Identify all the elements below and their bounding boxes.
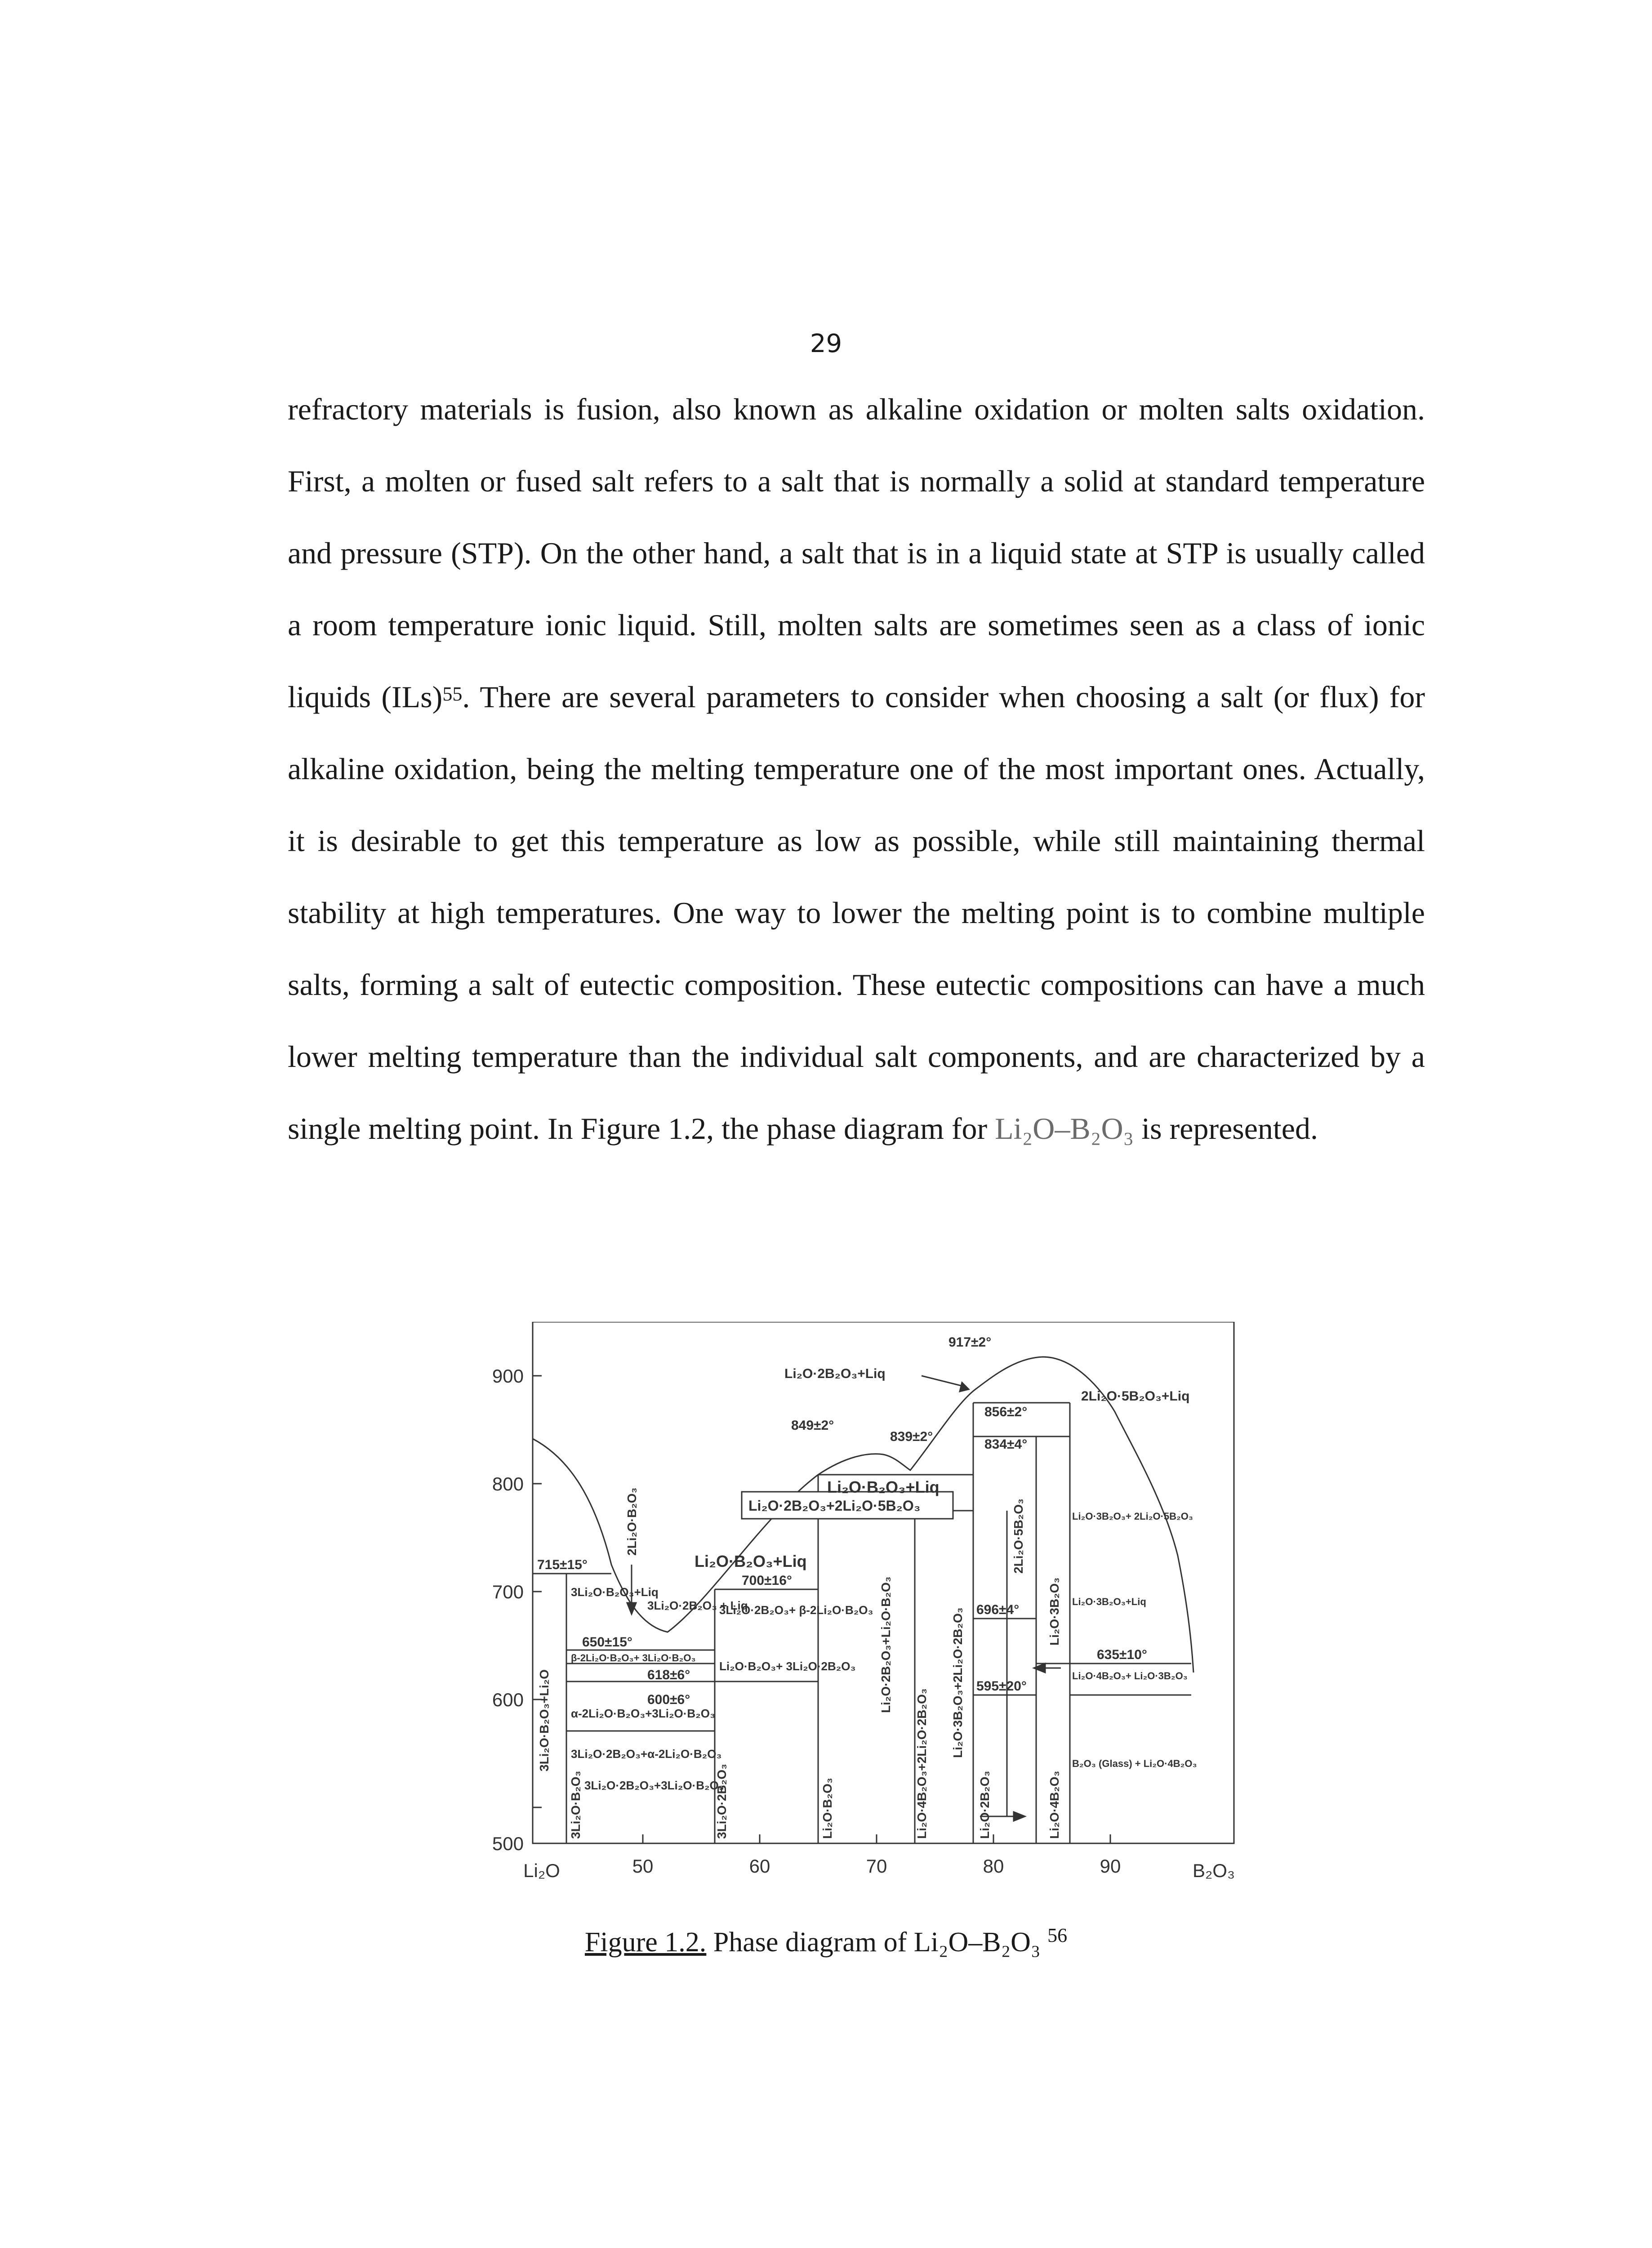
x-axis-right-label: B₂O₃ xyxy=(1192,1860,1235,1881)
phase-diagram-figure xyxy=(476,1322,1241,1915)
temperature-label: 595±20° xyxy=(976,1679,1027,1694)
x-tick-label: 50 xyxy=(632,1855,654,1877)
compound-label: Li₂O·3B₂O₃ xyxy=(1047,1577,1061,1646)
region-label: 3Li₂O·2B₂O₃ + Liq xyxy=(647,1599,748,1612)
region-label: 3Li₂O·2B₂O₃+3Li₂O·B₂O₃ xyxy=(584,1779,724,1792)
y-tick-label: 700 xyxy=(492,1581,524,1602)
region-label: Li₂O·2B₂O₃+2Li₂O·5B₂O₃ xyxy=(748,1498,921,1514)
x-axis-ticks xyxy=(643,1834,1110,1843)
temperature-label: 917±2° xyxy=(948,1335,992,1350)
compound-lines xyxy=(566,1403,1070,1843)
compound-label: Li₂O·2B₂O₃+Li₂O·B₂O₃ xyxy=(879,1576,893,1713)
caption-text: Phase diagram of Li₂O–B₂O₃ xyxy=(706,1927,1048,1958)
paragraph-line: it is desirable to get this temperature as low as possible, while still maintaining thermal xyxy=(288,824,1425,858)
region-label: 3Li₂O·B₂O₃+Liq xyxy=(571,1585,659,1599)
region-label: 2Li₂O·5B₂O₃+Liq xyxy=(1081,1389,1190,1404)
region-label: B₂O₃ (Glass) + Li₂O·4B₂O₃ xyxy=(1072,1758,1197,1769)
body-paragraph xyxy=(288,387,1425,1178)
x-axis-left-label: Li₂O xyxy=(523,1860,560,1881)
compound-label: 3Li₂O·2B₂O₃ xyxy=(715,1764,729,1839)
compound-label: 3Li₂O·B₂O₃+Li₂O xyxy=(537,1669,551,1771)
region-label: Li₂O·B₂O₃+Liq xyxy=(695,1552,807,1570)
paragraph-line: stability at high temperatures. One way to lower the melting point is to combine multiple xyxy=(288,896,1425,930)
x-tick-label: 70 xyxy=(866,1855,887,1877)
chemical-formula: Li₂O–B₂O₃ xyxy=(995,1111,1134,1146)
region-label: Li₂O·2B₂O₃+Liq xyxy=(784,1366,886,1381)
phase-diagram xyxy=(476,1322,1241,1915)
paragraph-line: alkaline oxidation, being the melting temperature one of the most important ones. Actually, xyxy=(288,752,1425,786)
temperature-label: 715±15° xyxy=(537,1557,588,1572)
region-label: Li₂O·3B₂O₃+ 2Li₂O·5B₂O₃ xyxy=(1072,1511,1193,1522)
reference-number: 55 xyxy=(442,683,463,705)
compound-label: Li₂O·B₂O₃ xyxy=(820,1778,834,1839)
x-tick-label: 90 xyxy=(1100,1855,1121,1877)
y-tick-label: 600 xyxy=(492,1689,524,1710)
region-label: Li₂O·4B₂O₃+ Li₂O·3B₂O₃ xyxy=(1072,1670,1188,1682)
page-number: 29 xyxy=(810,329,842,358)
paragraph-line xyxy=(288,674,1425,746)
compound-label: Li₂O·4B₂O₃ xyxy=(1047,1771,1061,1839)
figure-label: Figure 1.2. xyxy=(584,1927,707,1958)
reference-number: 56 xyxy=(1047,1924,1068,1946)
paragraph-line: First, a molten or fused salt refers to a salt that is normally a solid at standard temperature xyxy=(288,464,1425,498)
temperature-label: 696±4° xyxy=(976,1602,1020,1617)
temperature-label: 856±2° xyxy=(984,1405,1028,1419)
compound-label: 2Li₂O·B₂O₃ xyxy=(625,1487,639,1556)
temperature-label: 834±4° xyxy=(984,1437,1028,1452)
y-tick-label: 900 xyxy=(492,1365,524,1387)
region-label: 3Li₂O·2B₂O₃+ β-2Li₂O·B₂O₃ xyxy=(719,1603,873,1617)
paragraph-line: salts, forming a salt of eutectic composition. These eutectic compositions can have a much xyxy=(288,968,1425,1002)
paragraph-line xyxy=(288,1106,1425,1178)
region-label: α-2Li₂O·B₂O₃+3Li₂O·B₂O₃ xyxy=(571,1707,715,1720)
line-text: is represented. xyxy=(1134,1111,1318,1146)
region-label: Li₂O·B₂O₃+ 3Li₂O·2B₂O₃ xyxy=(719,1659,856,1673)
compound-label: Li₂O·4B₂O₃+2Li₂O·2B₂O₃ xyxy=(915,1688,929,1839)
compound-label: 2Li₂O·5B₂O₃ xyxy=(1011,1499,1025,1574)
temperature-label: 700±16° xyxy=(742,1573,792,1588)
x-tick-label: 80 xyxy=(983,1855,1004,1877)
paragraph-line: a room temperature ionic liquid. Still, molten salts are sometimes seen as a class of ionic xyxy=(288,608,1425,642)
region-label: β-2Li₂O·B₂O₃+ 3Li₂O·B₂O₃ xyxy=(571,1652,696,1664)
temperature-label: 849±2° xyxy=(791,1418,834,1433)
temperature-label: 635±10° xyxy=(1097,1647,1147,1662)
x-tick-label: 60 xyxy=(749,1855,770,1877)
paragraph-line: and pressure (STP). On the other hand, a salt that is in a liquid state at STP is usually called xyxy=(288,536,1425,570)
temperature-label: 839±2° xyxy=(890,1429,933,1444)
region-label: Li₂O·3B₂O₃+Liq xyxy=(1072,1596,1146,1607)
line-text: . There are several parameters to consider when choosing a salt (or flux) for xyxy=(462,680,1425,714)
figure-caption xyxy=(0,1924,1652,1958)
paragraph-line: refractory materials is fusion, also known as alkaline oxidation or molten salts oxidation. xyxy=(288,392,1425,426)
y-tick-label: 500 xyxy=(492,1833,524,1854)
temperature-label: 650±15° xyxy=(582,1635,632,1650)
line-text: single melting point. In Figure 1.2, the phase diagram for xyxy=(288,1111,995,1146)
region-label: 3Li₂O·2B₂O₃+α-2Li₂O·B₂O₃ xyxy=(571,1747,722,1761)
y-tick-label: 800 xyxy=(492,1473,524,1494)
paragraph-line: lower melting temperature than the individual salt components, and are characterized by a xyxy=(288,1039,1425,1074)
line-text: liquids (ILs) xyxy=(288,680,443,714)
temperature-label: 600±6° xyxy=(647,1692,690,1707)
compound-label: Li₂O·2B₂O₃ xyxy=(978,1771,992,1839)
compound-label: 3Li₂O·B₂O₃ xyxy=(569,1771,583,1839)
temperature-label: 618±6° xyxy=(647,1668,690,1682)
compound-label: Li₂O·3B₂O₃+2Li₂O·2B₂O₃ xyxy=(951,1607,965,1758)
region-label: Li₂O·B₂O₃+Liq xyxy=(827,1478,940,1496)
